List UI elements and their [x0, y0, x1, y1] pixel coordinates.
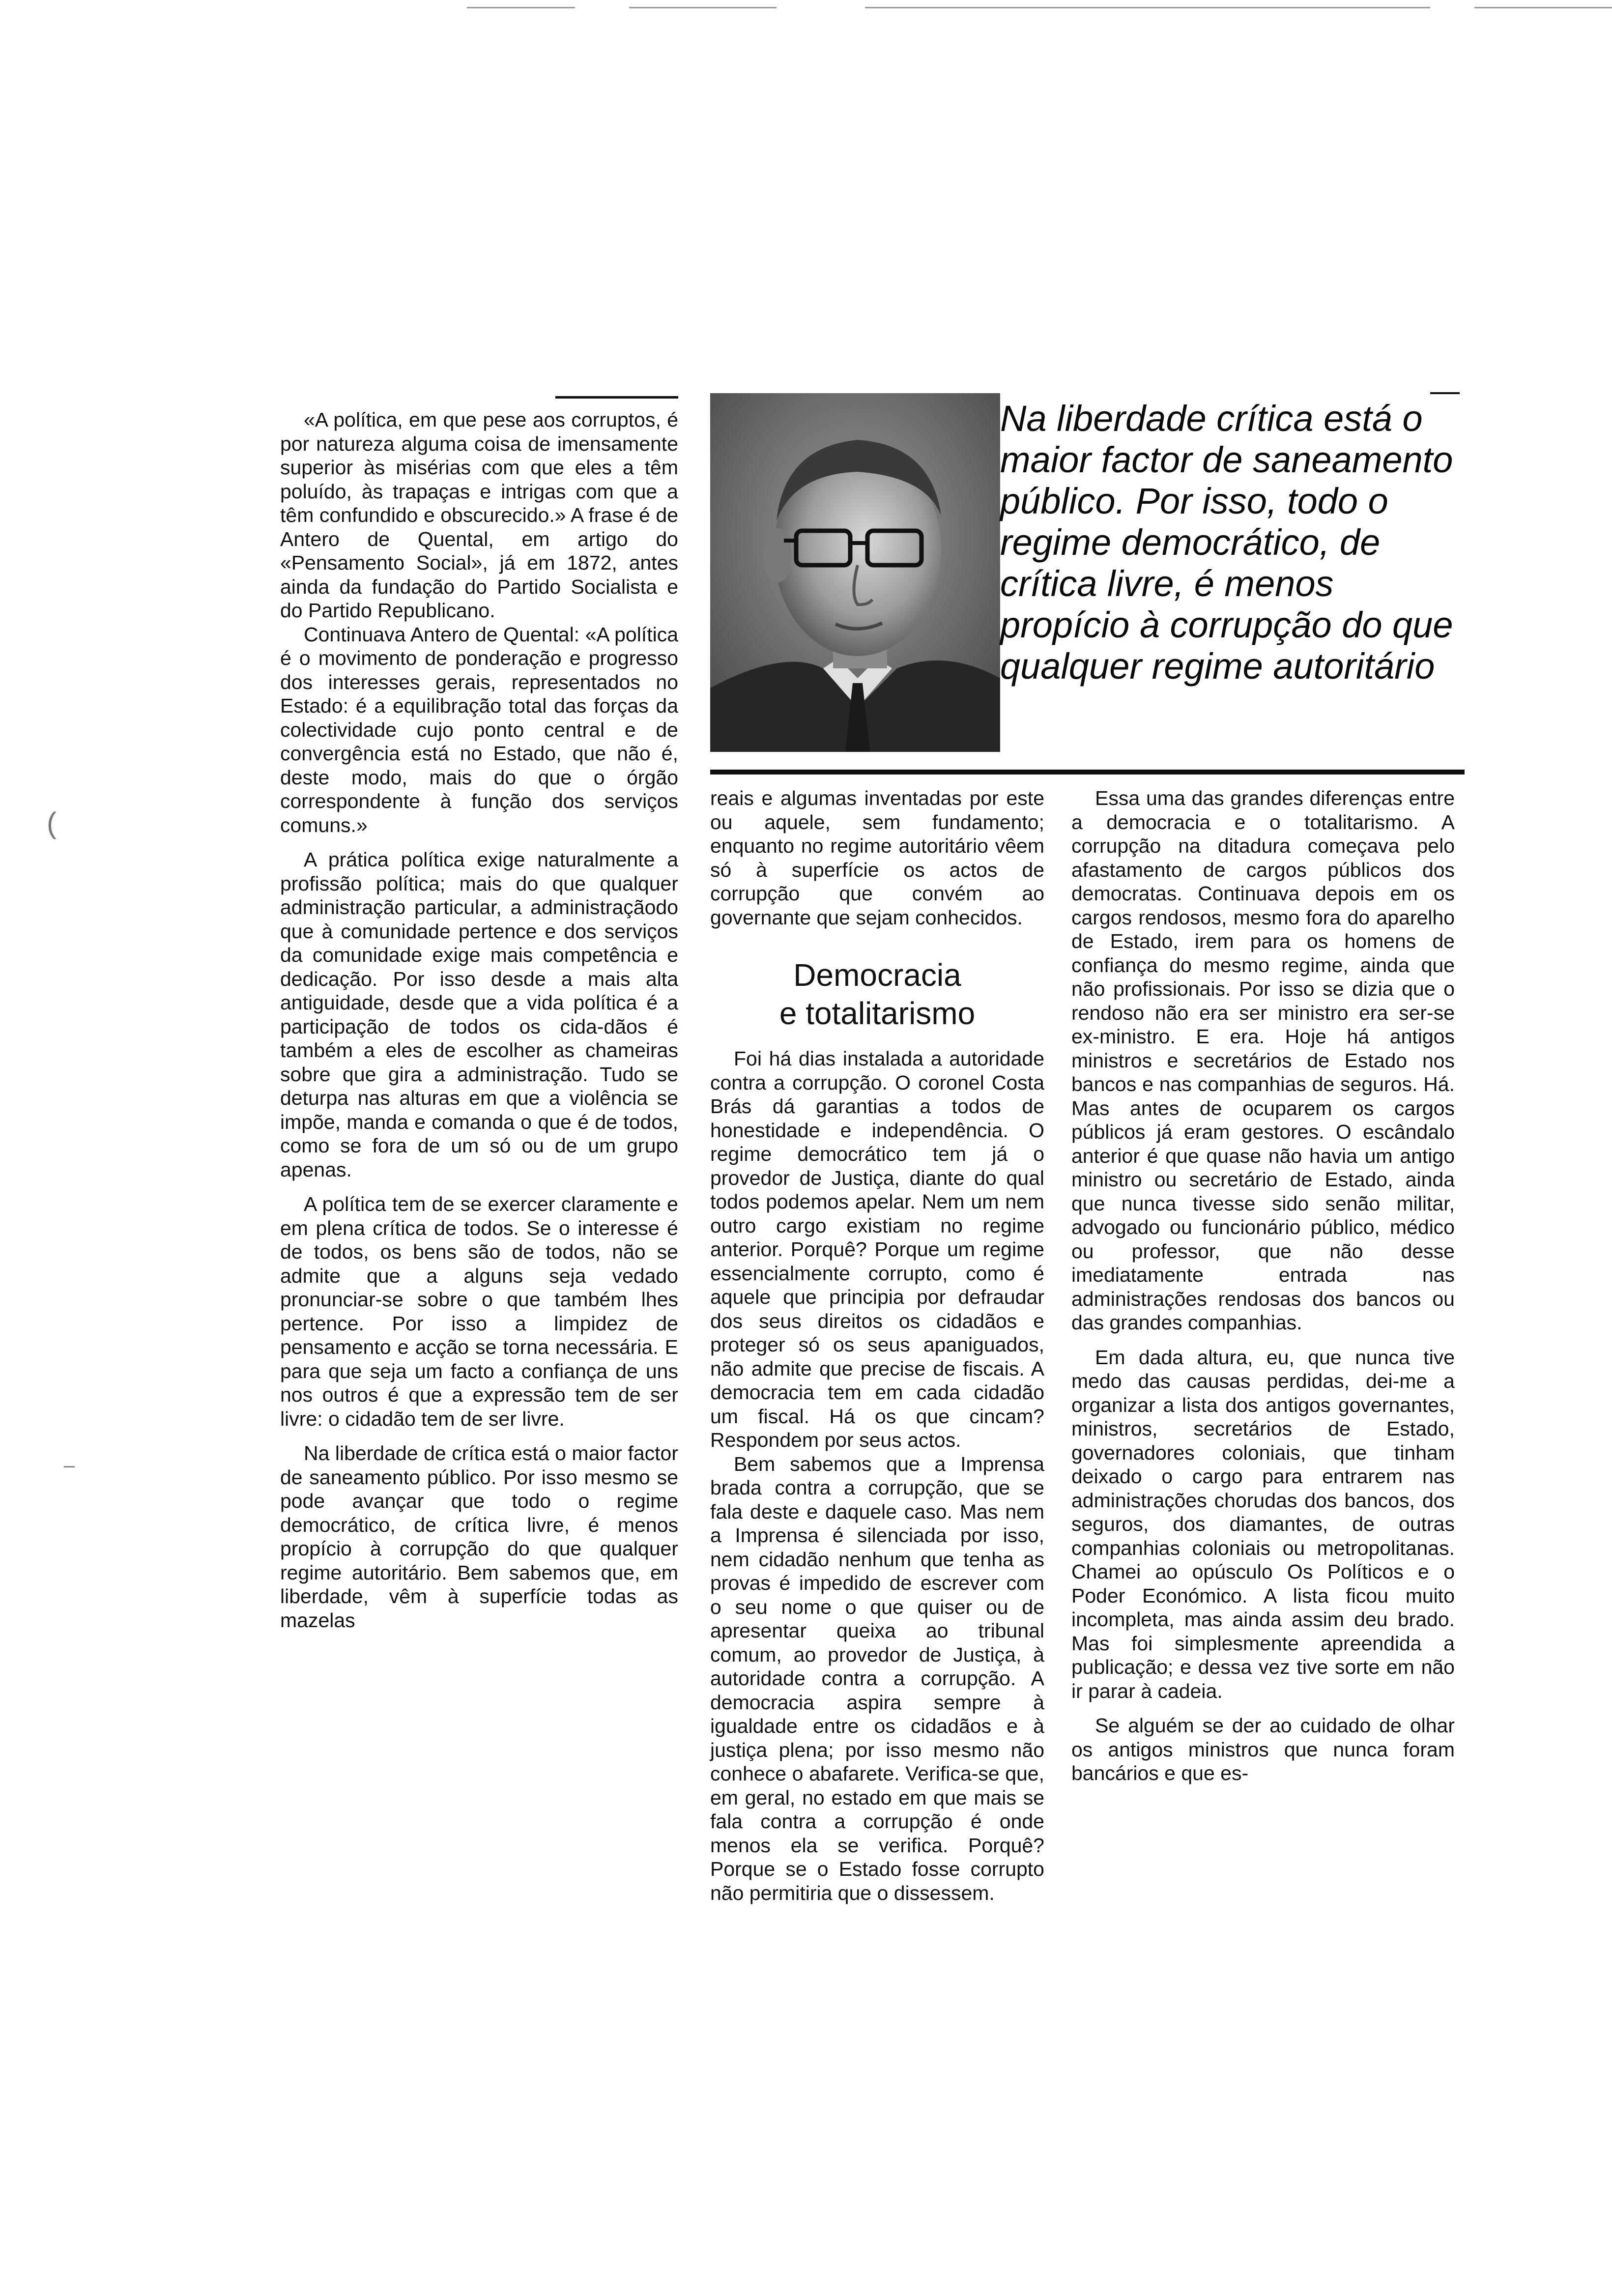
subheading-line: e totalitarismo: [779, 996, 976, 1031]
paragraph: Na liberdade de crítica está o maior factor de saneamento público. Por isso mesmo se pode avançar que todo o regime democrático, de crítica livre, é menos propício à corrupção do que qualquer regime autoritário. Bem sabemos que, em liberdade, vêm à superfície todas as mazelas: [280, 1442, 678, 1632]
article-column-1: [280, 408, 678, 1632]
scan-edge-line: [629, 7, 777, 8]
paragraph: «A política, em que pese aos corruptos, é por natureza alguma coisa de imensamente superior às misérias com que eles a têm poluído, às trapaças e intrigas com que a têm confundido e obscurecido.» A frase é de Antero de Quental, em artigo do «Pensamento Social», já em 1872, antes ainda da fundação do Partido Socialista e do Partido Republicano.: [280, 408, 678, 622]
author-photo: [710, 393, 1000, 752]
pull-quote: Na liberdade crítica está o maior factor de saneamento público. Por isso, todo o regime democrático, de crítica livre, é menos propício à corrupção do que qualquer regime autoritário: [1000, 398, 1453, 687]
margin-mark: –: [64, 1455, 75, 1476]
article-column-2-top: [710, 786, 1044, 929]
paragraph: A política tem de se exercer claramente e em plena crítica de todos. Se o interesse é de todos, os bens são de todos, não se admite que a alguns seja vedado pronunciar-se sobre o que também lhes pertence. Por isso a limpidez de pensamento e acção se torna necessária. E para que seja um facto a confiança de uns nos outros é que a expressão tem de ser livre: o cidadão tem de ser livre.: [280, 1193, 678, 1430]
section-subheading: [710, 956, 1044, 1033]
subheading-line: Democracia: [793, 957, 961, 993]
paragraph: Se alguém se der ao cuidado de olhar os antigos ministros que nunca foram bancários e que es-: [1071, 1714, 1455, 1784]
scan-edge-line: [865, 7, 1430, 8]
article-column-2-bottom: [710, 1047, 1044, 1905]
section-rule: [710, 770, 1465, 775]
paragraph: Continuava Antero de Quental: «A política é o movimento de ponderação e progresso dos interesses gerais, representados no Estado: é a equilibração total das forças da colectividade cujo ponto central e de convergência está no Estado, que não é, deste modo, mais do que o órgão correspondente à função dos serviços comuns.»: [280, 623, 678, 836]
margin-mark: (: [47, 806, 57, 839]
paragraph: A prática política exige naturalmente a profissão política; mais do que qualquer administração particular, a administraçãodo que à comunidade pertence e dos serviços da comunidade exige mais competência e dedicação. Por isso desde a mais alta antiguidade, desde que a vida política é a participação de todos os cida-dãos é também a eles de escolher as chameiras sobre que gira a administração. Tudo se deturpa nas alturas em que a violência se impõe, manda e comanda o que é de todos, como se fora de um só ou de um grupo apenas.: [280, 848, 678, 1181]
scan-edge-line: [467, 7, 575, 8]
paragraph: reais e algumas inventadas por este ou aquele, sem fundamento; enquanto no regime autoritário vêem só à superfície os actos de corrupção que convém ao governante que sejam conhecidos.: [710, 787, 1044, 929]
paragraph: Foi há dias instalada a autoridade contra a corrupção. O coronel Costa Brás dá garantias a todos de honestidade e independência. O regime democrático tem já o provedor de Justiça, diante do qual todos podemos apelar. Nem um nem outro cargo existiam no regime anterior. Porquê? Porque um regime essencialmente corrupto, como é aquele que principia por defraudar dos seus direitos os cidadãos e proteger só os seus apaniguados, não admite que precise de fiscais. A democracia tem em cada cidadão um fiscal. Há os que cincam? Respondem por seus actos.: [710, 1047, 1044, 1451]
author-portrait-image: [710, 393, 1000, 752]
scan-edge-line: [1474, 7, 1612, 8]
paragraph: Em dada altura, eu, que nunca tive medo das causas perdidas, dei-me a organizar a lista dos antigos governantes, ministros, secretários de Estado, governadores coloniais, que tinham deixado o cargo para entrarem nas administrações chorudas dos bancos, dos seguros, dos diamantes, de outras companhias coloniais ou metropolitanas. Chamei ao opúsculo Os Políticos e o Poder Económico. A lista ficou muito incompleta, mas ainda assim deu brado. Mas foi simplesmente apreendida a publicação; e dessa vez tive sorte em não ir parar à cadeia.: [1071, 1346, 1455, 1702]
paragraph: Essa uma das grandes diferenças entre a democracia e o totalitarismo. A corrupção na ditadura começava pelo afastamento de cargos públicos dos democratas. Continuava depois em os cargos rendosos, mesmo fora do aparelho de Estado, irem para os homens de confiança do mesmo regime, ainda que não profissionais. Por isso se dizia que o rendoso não era ser ministro era ser-se ex-ministro. E era. Hoje há antigos ministros e secretários de Estado nos bancos e nas companhias de seguros. Há. Mas antes de ocuparem os cargos públicos já eram gestores. O escândalo anterior é que quase não havia um antigo ministro ou secretário de Estado, ainda que nunca tivesse sido senão militar, advogado ou funcionário público, médico ou professor, que não desse imediatamente entrada nas administrações rendosas dos bancos ou das grandes companhias.: [1071, 787, 1455, 1334]
paragraph: Bem sabemos que a Imprensa brada contra a corrupção, que se fala deste e daquele caso. Mas nem a Imprensa é silenciada por isso, nem cidadão nenhum que tenha as provas é impedido de escrever com o seu nome o que quiser ou de apresentar queixa ao tribunal comum, ao provedor de Justiça, à autoridade contra a corrupção. A democracia aspira sempre à igualdade entre os cidadãos e à justiça plena; por isso mesmo não conhece o abafarete. Verifica-se que, em geral, no estado em que mais se fala contra a corrupção é onde menos ela se verifica. Porquê? Porque se o Estado fosse corrupto não permitiria que o dissessem.: [710, 1452, 1044, 1904]
column-top-rule: [555, 396, 678, 399]
article-column-3: [1071, 786, 1455, 1785]
pullquote-top-rule: [1430, 392, 1460, 394]
